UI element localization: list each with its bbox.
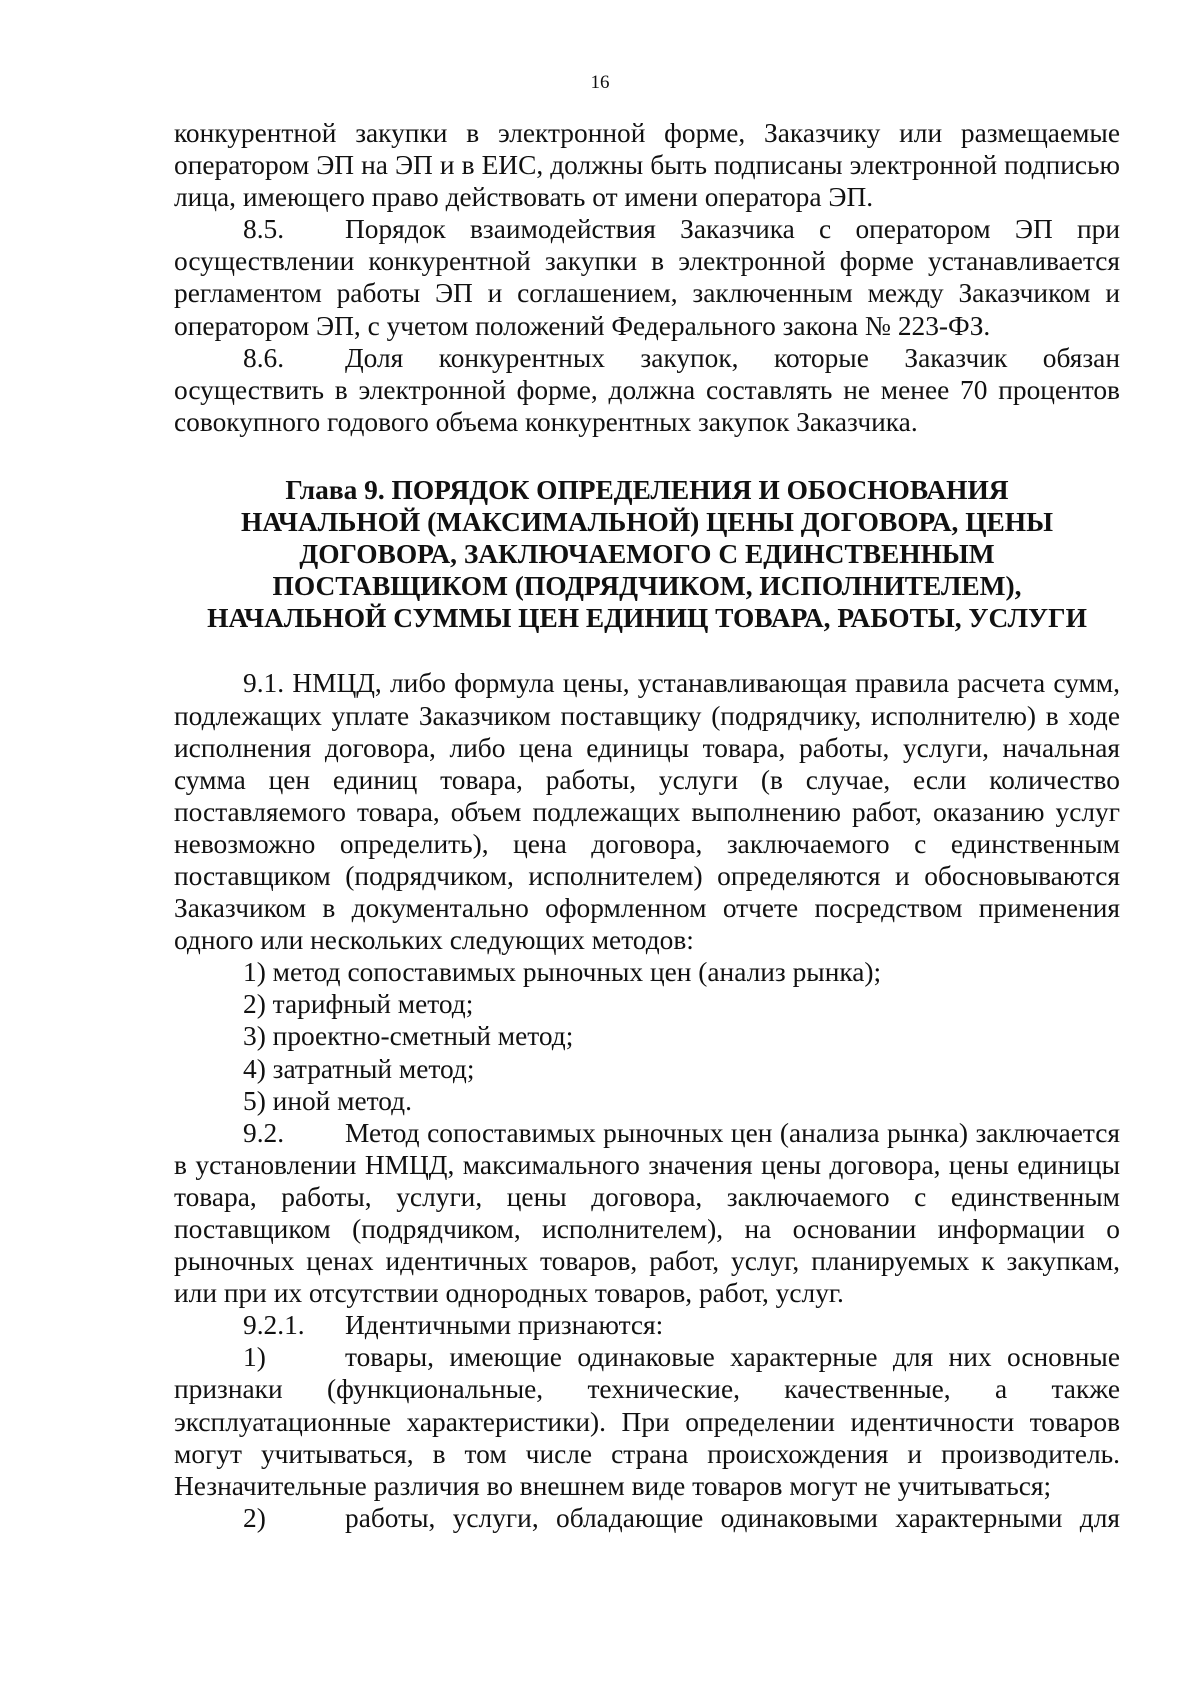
clause-number: 8.6. bbox=[243, 342, 285, 373]
spacer bbox=[174, 634, 1120, 667]
paragraph-text: Метод сопоставимых рыночных цен (анализа рынка) заключается в установлении НМЦД, максимального значения цены договора, цены единицы товара, работы, услуги, цены договора, заключаемого с единственным поставщиком (подрядчиком, исполнителем), на основании информации о рыночных ценах идентичных товаров, работ, услуг, планируемых к закупкам, или при их отсутствии однородных товаров, работ, услуг. bbox=[174, 1117, 1120, 1309]
chapter-heading-line: НАЧАЛЬНОЙ (МАКСИМАЛЬНОЙ) ЦЕНЫ ДОГОВОРА, ЦЕНЫ bbox=[240, 507, 1054, 538]
chapter-heading-line: ДОГОВОРА, ЗАКЛЮЧАЕМОГО С ЕДИНСТВЕННЫМ bbox=[299, 539, 995, 570]
method-item bbox=[174, 956, 1120, 988]
chapter-heading-line: ПОСТАВЩИКОМ (ПОДРЯДЧИКОМ, ИСПОЛНИТЕЛЕМ), bbox=[272, 571, 1022, 602]
list-item-number: 2) bbox=[243, 1502, 266, 1533]
clause-number: 9.2.1. bbox=[243, 1310, 305, 1341]
method-text: 1) метод сопоставимых рыночных цен (анализ рынка); bbox=[243, 957, 882, 988]
chapter-heading bbox=[174, 474, 1120, 634]
list-item-text: работы, услуги, обладающие одинаковыми характерными для bbox=[345, 1502, 1120, 1533]
list-item-1 bbox=[174, 1341, 1120, 1501]
list-item-number: 1) bbox=[243, 1342, 266, 1373]
clause-number: 9.2. bbox=[243, 1117, 285, 1148]
method-text: 4) затратный метод; bbox=[243, 1053, 475, 1084]
paragraph-9-1 bbox=[174, 667, 1120, 956]
list-item-2 bbox=[174, 1502, 1120, 1534]
paragraph-continuation bbox=[174, 117, 1120, 213]
paragraph-text: Доля конкурентных закупок, которые Заказчик обязан осуществить в электронной форме, должна составлять не менее 70 процентов совокупного годового объема конкурентных закупок Заказчика. bbox=[174, 342, 1120, 437]
method-item bbox=[174, 1020, 1120, 1052]
list-item-text: товары, имеющие одинаковые характерные для них основные признаки (функциональные, технические, качественные, а также эксплуатационные характеристики). При определении идентичности товаров могут учитываться, в том числе страна происхождения и производитель. Незначительные различия во внешнем виде товаров могут не учитываться; bbox=[174, 1342, 1120, 1501]
chapter-heading-line: Глава 9. ПОРЯДОК ОПРЕДЕЛЕНИЯ И ОБОСНОВАНИЯ bbox=[285, 474, 1009, 505]
method-text: 5) иной метод. bbox=[243, 1085, 412, 1116]
method-item bbox=[174, 1053, 1120, 1085]
method-text: 2) тарифный метод; bbox=[243, 989, 474, 1020]
paragraph-8-5 bbox=[174, 213, 1120, 341]
method-item bbox=[174, 988, 1120, 1020]
paragraph-9-2-1 bbox=[174, 1309, 1120, 1341]
document-body bbox=[174, 117, 1120, 1534]
paragraph-text: конкурентной закупки в электронной форме, Заказчику или размещаемые оператором ЭП на ЭП и в ЕИС, должны быть подписаны электронной подписью лица, имеющего право действовать от имени оператора ЭП. bbox=[174, 118, 1120, 213]
method-text: 3) проектно-сметный метод; bbox=[243, 1021, 574, 1052]
paragraph-9-2 bbox=[174, 1117, 1120, 1310]
method-item bbox=[174, 1085, 1120, 1117]
paragraph-text: Идентичными признаются: bbox=[345, 1310, 664, 1341]
paragraph-text: Порядок взаимодействия Заказчика с оператором ЭП при осуществлении конкурентной закупки в электронной форме устанавливается регламентом работы ЭП и соглашением, заключенным между Заказчиком и оператором ЭП, с учетом положений Федерального закона № 223-ФЗ. bbox=[174, 214, 1120, 341]
paragraph-8-6 bbox=[174, 342, 1120, 438]
page-number: 16 bbox=[590, 72, 610, 93]
paragraph-text: 9.1. НМЦД, либо формула цены, устанавливающая правила расчета сумм, подлежащих уплате Заказчиком поставщику (подрядчику, исполнителю) в ходе исполнения договора, либо цена единицы товара, работы, услуги, начальная сумма цен единиц товара, работы, услуги (в случае, если количество поставляемого товара, объем подлежащих выполнению работ, оказанию услуг невозможно определить), цена договора, заключаемого с единственным поставщиком (подрядчиком, исполнителем) определяются и обосновываются Заказчиком в документально оформленном отчете посредством применения одного или нескольких следующих методов: bbox=[174, 668, 1120, 956]
chapter-heading-line: НАЧАЛЬНОЙ СУММЫ ЦЕН ЕДИНИЦ ТОВАРА, РАБОТЫ, УСЛУГИ bbox=[207, 603, 1087, 634]
clause-number: 8.5. bbox=[243, 214, 285, 245]
